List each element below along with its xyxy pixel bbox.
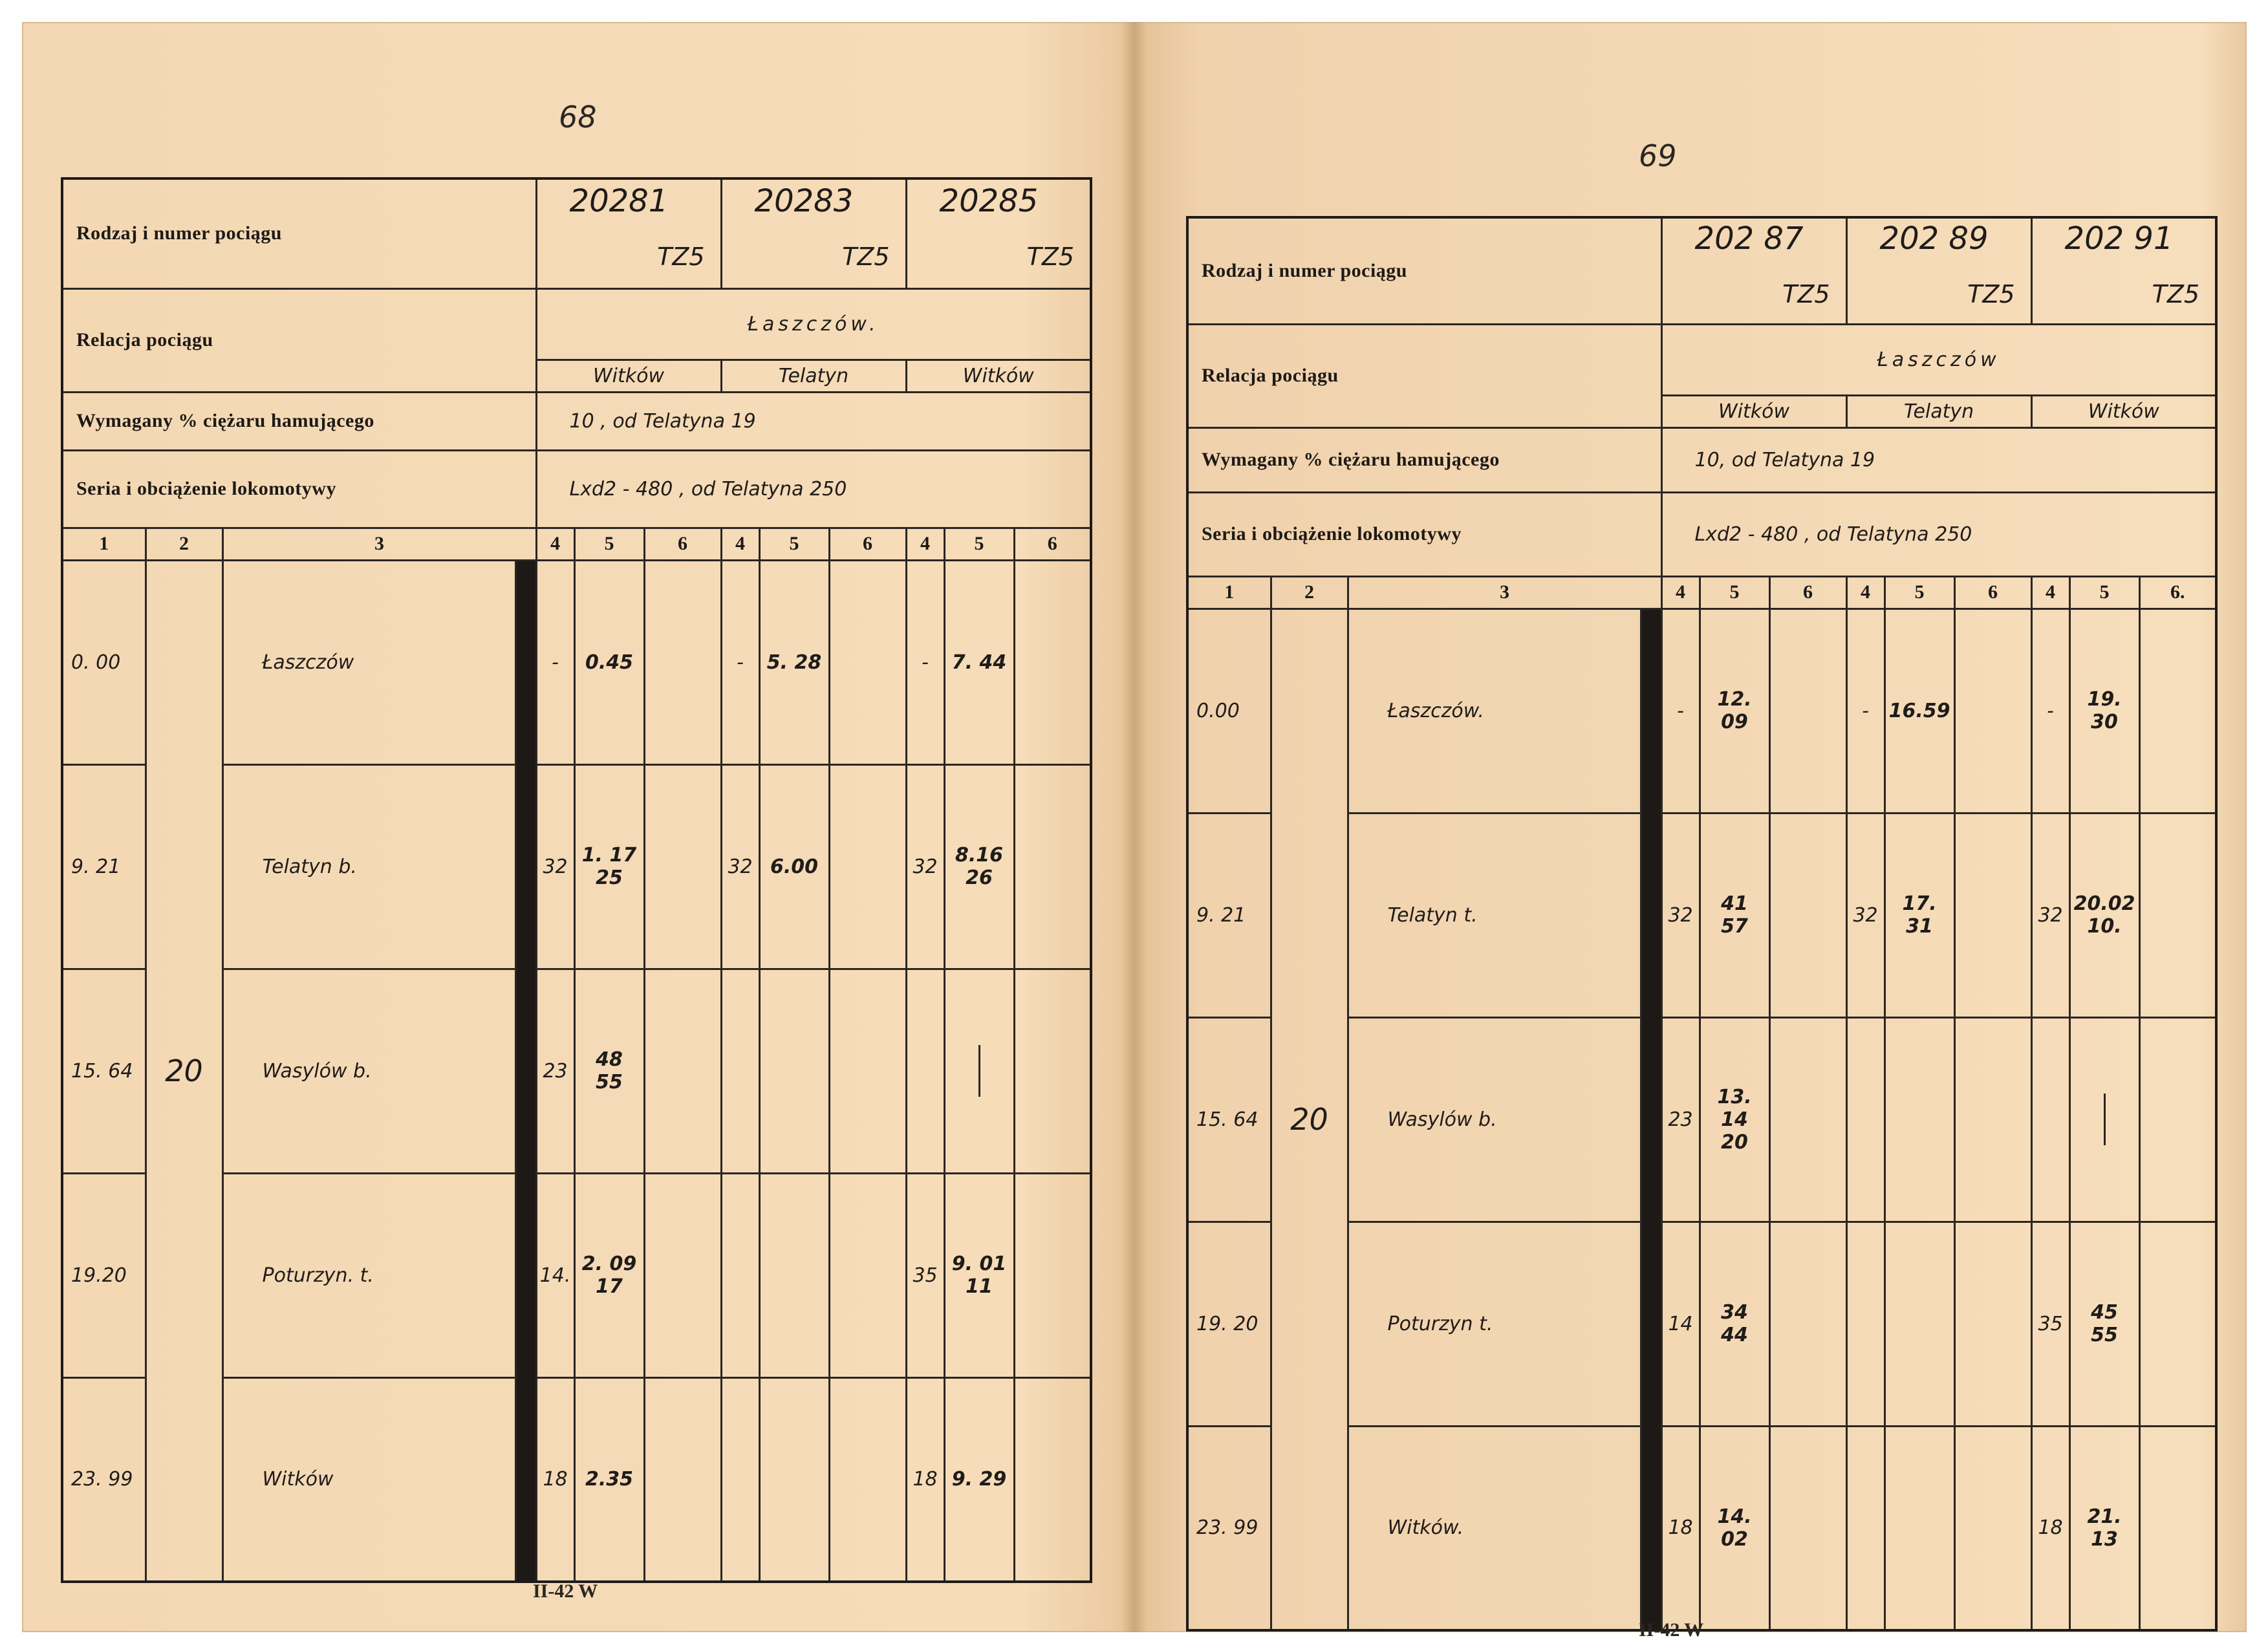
empty-cell [1769,1426,1846,1630]
col-number: 5 [759,528,829,560]
track-speed [1846,1222,1885,1426]
km-value: 15. 64 [62,969,146,1173]
track-speed: 18 [2031,1426,2069,1630]
empty-cell [1954,1017,2031,1222]
speed-value: 20 [146,560,222,1582]
empty-cell [644,560,721,764]
empty-cell [644,1377,721,1582]
brake-value: 10 , od Telatyna 19 [536,392,1091,450]
empty-cell [1954,1426,2031,1630]
time-cell [2069,813,2139,1017]
col-number: 4 [2031,576,2069,609]
direction: Telatyn [721,360,906,392]
time-cell [759,764,829,969]
km-value: 9. 21 [62,764,146,969]
train-number: 20283 [754,183,854,220]
label-brake: Wymagany % ciężaru hamującego [62,392,536,450]
col-number: 4 [1661,576,1700,609]
empty-cell [1769,1222,1846,1426]
open-booklet [22,22,2247,1641]
track-speed [721,969,759,1173]
time-value: 16.59 [1888,699,1950,722]
empty-cell [1769,1017,1846,1222]
train-type: TZ5 [1026,242,1075,272]
track-speed: 18 [906,1377,944,1582]
left-timetable [61,177,1092,1583]
empty-cell [2139,1017,2216,1222]
col-number: 6 [1769,576,1846,609]
time-value: 20.02 [2073,892,2135,915]
time-cell [944,1173,1014,1377]
train-type: TZ5 [2152,279,2200,308]
empty-cell [644,969,721,1173]
time-value: 57 [1721,915,1748,938]
time-cell [1885,609,1954,813]
train-cell [721,178,906,288]
col-number: 4 [1846,576,1885,609]
time-value: 34 [1721,1301,1748,1324]
time-value: 6.00 [770,855,819,878]
time-value: 11 [966,1275,993,1298]
time-cell [2069,1222,2139,1426]
empty-cell [1014,764,1091,969]
time-value: 8.16 [955,844,1004,867]
empty-cell [1014,1173,1091,1377]
empty-cell [1954,1222,2031,1426]
empty-cell [1769,813,1846,1017]
book-fold [1121,22,1147,1632]
time-value: 9. 29 [951,1468,1007,1491]
train-number: 202 91 [2064,220,2174,257]
time-value: 5. 28 [766,651,822,674]
col-number: 4 [721,528,759,560]
km-value: 0.00 [1187,609,1271,813]
time-value: 45 [2091,1301,2118,1324]
station-name: Wasylów b. [1348,1017,1641,1222]
loco-value: Lxd2 - 480 , od Telatyna 250 [536,450,1091,528]
train-number: 20281 [569,183,669,220]
empty-cell [829,1377,906,1582]
time-cell [1885,1426,1954,1630]
time-value: 55 [596,1071,623,1094]
time-cell [1885,813,1954,1017]
time-value: 25 [596,867,623,889]
track-speed: 23 [1661,1017,1700,1222]
time-cell [574,764,644,969]
track-speed: - [536,560,574,764]
time-cell [944,969,1014,1173]
km-value: 0. 00 [62,560,146,764]
track-speed [1846,1017,1885,1222]
empty-cell [829,1173,906,1377]
train-number: 20285 [939,183,1039,220]
train-cell [1661,217,1846,324]
station-name: Witków [222,1377,515,1582]
time-cell [574,560,644,764]
time-cell [1700,609,1769,813]
empty-cell [2139,609,2216,813]
empty-cell [1769,609,1846,813]
track-speed: 35 [906,1173,944,1377]
track-speed [1846,1426,1885,1630]
track-speed: 32 [2031,813,2069,1017]
label-loco: Seria i obciążenie lokomotywy [1187,492,1661,576]
train-cell [906,178,1091,288]
col-number: 5 [574,528,644,560]
empty-cell [644,764,721,969]
right-timetable [1186,216,2218,1632]
direction: Witków [2031,395,2216,427]
empty-cell [829,764,906,969]
train-number: 202 89 [1879,220,1989,257]
label-relation: Relacja pociągu [1187,324,1661,427]
empty-cell [829,560,906,764]
station-name: Telatyn t. [1348,813,1641,1017]
time-value: 2. 09 [581,1253,637,1275]
time-value: 26 [966,867,993,889]
empty-cell [1014,1377,1091,1582]
direction: Telatyn [1846,395,2031,427]
time-cell [759,1377,829,1582]
train-cell [536,178,721,288]
empty-cell [2139,1426,2216,1630]
time-cell [1885,1017,1954,1222]
time-cell [574,1173,644,1377]
track-speed [906,969,944,1173]
label-relation: Relacja pociągu [62,288,536,392]
right-page-number: 69 [1639,138,1677,173]
time-cell [944,764,1014,969]
col-number: 2 [146,528,222,560]
col-number: 2 [1271,576,1348,609]
track-speed: 35 [2031,1222,2069,1426]
thick-separator [1641,609,1661,1630]
empty-cell [1014,560,1091,764]
train-cell [2031,217,2216,324]
label-brake: Wymagany % ciężaru hamującego [1187,427,1661,492]
track-speed [721,1173,759,1377]
empty-cell [1954,813,2031,1017]
time-value: 14. 02 [1717,1505,1752,1551]
train-type: TZ5 [657,242,705,272]
col-number: 6 [1014,528,1091,560]
left-page [22,22,1121,1632]
time-cell [944,560,1014,764]
empty-cell [1014,969,1091,1173]
station-name: Poturzyn. t. [222,1173,515,1377]
col-number: 3 [1348,576,1661,609]
relation-value: Łaszczów [1661,324,2216,395]
col-number: 1 [1187,576,1271,609]
km-value: 9. 21 [1187,813,1271,1017]
time-cell [759,560,829,764]
empty-cell [1954,609,2031,813]
track-speed: 23 [536,969,574,1173]
track-speed: 32 [721,764,759,969]
empty-cell [829,969,906,1173]
km-value: 15. 64 [1187,1017,1271,1222]
empty-cell [644,1173,721,1377]
col-number: 1 [62,528,146,560]
col-number: 5 [1885,576,1954,609]
label-train: Rodzaj i numer pociągu [62,178,536,288]
train-cell [1846,217,2031,324]
time-value: 12. 09 [1717,688,1752,733]
thick-separator [515,560,536,1582]
station-row [1187,609,2216,813]
time-value: 17. 31 [1902,892,1937,938]
time-cell [1700,1017,1769,1222]
pass-through-mark [2104,1094,2106,1145]
col-number: 5 [944,528,1014,560]
time-value: 10. [2087,915,2122,938]
col-number: 5 [1700,576,1769,609]
left-footer: II-42 W [533,1580,598,1602]
label-loco: Seria i obciążenie lokomotywy [62,450,536,528]
direction: Witków [1661,395,1846,427]
right-page [1147,22,2247,1641]
track-speed: 32 [906,764,944,969]
time-value: 19. 30 [2087,688,2122,733]
col-number: 6. [2139,576,2216,609]
col-number: 5 [2069,576,2139,609]
left-page-number: 68 [559,100,597,135]
km-value: 19.20 [62,1173,146,1377]
label-train: Rodzaj i numer pociągu [1187,217,1661,324]
col-number: 3 [222,528,536,560]
train-number: 202 87 [1694,220,1804,257]
col-number: 4 [536,528,574,560]
time-cell [574,1377,644,1582]
time-cell [574,969,644,1173]
time-cell [2069,1426,2139,1630]
time-value: 48 [596,1048,623,1071]
empty-cell [2139,813,2216,1017]
km-value: 23. 99 [1187,1426,1271,1630]
track-speed: 18 [536,1377,574,1582]
speed-value: 20 [1271,609,1348,1630]
track-speed: - [721,560,759,764]
station-name: Telatyn b. [222,764,515,969]
track-speed: 32 [1846,813,1885,1017]
brake-value: 10, od Telatyna 19 [1661,427,2216,492]
direction: Witków [536,360,721,392]
time-value: 7. 44 [951,651,1007,674]
time-value: 9. 01 [951,1253,1007,1275]
time-value: 13. 14 [1717,1085,1752,1131]
track-speed: - [2031,609,2069,813]
relation-value: Łaszczów. [536,288,1091,360]
km-value: 19. 20 [1187,1222,1271,1426]
col-number: 4 [906,528,944,560]
station-name: Poturzyn t. [1348,1222,1641,1426]
station-row [62,560,1091,764]
right-footer: II-42 W [1639,1619,1704,1641]
pass-through-mark [978,1045,980,1097]
train-type: TZ5 [842,242,890,272]
track-speed: 18 [1661,1426,1700,1630]
time-cell [1700,813,1769,1017]
station-name: Witków. [1348,1426,1641,1630]
time-cell [759,1173,829,1377]
col-number: 6 [1954,576,2031,609]
time-value: 41 [1721,892,1748,915]
time-value: 2.35 [585,1468,634,1491]
track-speed: 14. [536,1173,574,1377]
time-value: 44 [1721,1324,1748,1346]
time-value: 17 [596,1275,623,1298]
track-speed [2031,1017,2069,1222]
time-value: 0.45 [585,651,634,674]
station-name: Łaszczów [222,560,515,764]
col-number: 6 [829,528,906,560]
time-cell [1885,1222,1954,1426]
time-cell [1700,1426,1769,1630]
time-cell [2069,609,2139,813]
track-speed: 32 [536,764,574,969]
time-cell [1700,1222,1769,1426]
track-speed: - [1661,609,1700,813]
track-speed: - [1846,609,1885,813]
time-value: 1. 17 [581,844,637,867]
time-value: 55 [2091,1324,2118,1346]
time-value: 20 [1721,1130,1748,1154]
track-speed: 32 [1661,813,1700,1017]
empty-cell [2139,1222,2216,1426]
station-name: Wasylów b. [222,969,515,1173]
col-number: 6 [644,528,721,560]
station-name: Łaszczów. [1348,609,1641,813]
track-speed: - [906,560,944,764]
time-cell [759,969,829,1173]
loco-value: Lxd2 - 480 , od Telatyna 250 [1661,492,2216,576]
track-speed [721,1377,759,1582]
time-cell [2069,1017,2139,1222]
km-value: 23. 99 [62,1377,146,1582]
direction: Witków [906,360,1091,392]
time-cell [944,1377,1014,1582]
train-type: TZ5 [1967,279,2015,308]
time-value: 21. 13 [2087,1505,2122,1551]
track-speed: 14 [1661,1222,1700,1426]
train-type: TZ5 [1782,279,1830,308]
